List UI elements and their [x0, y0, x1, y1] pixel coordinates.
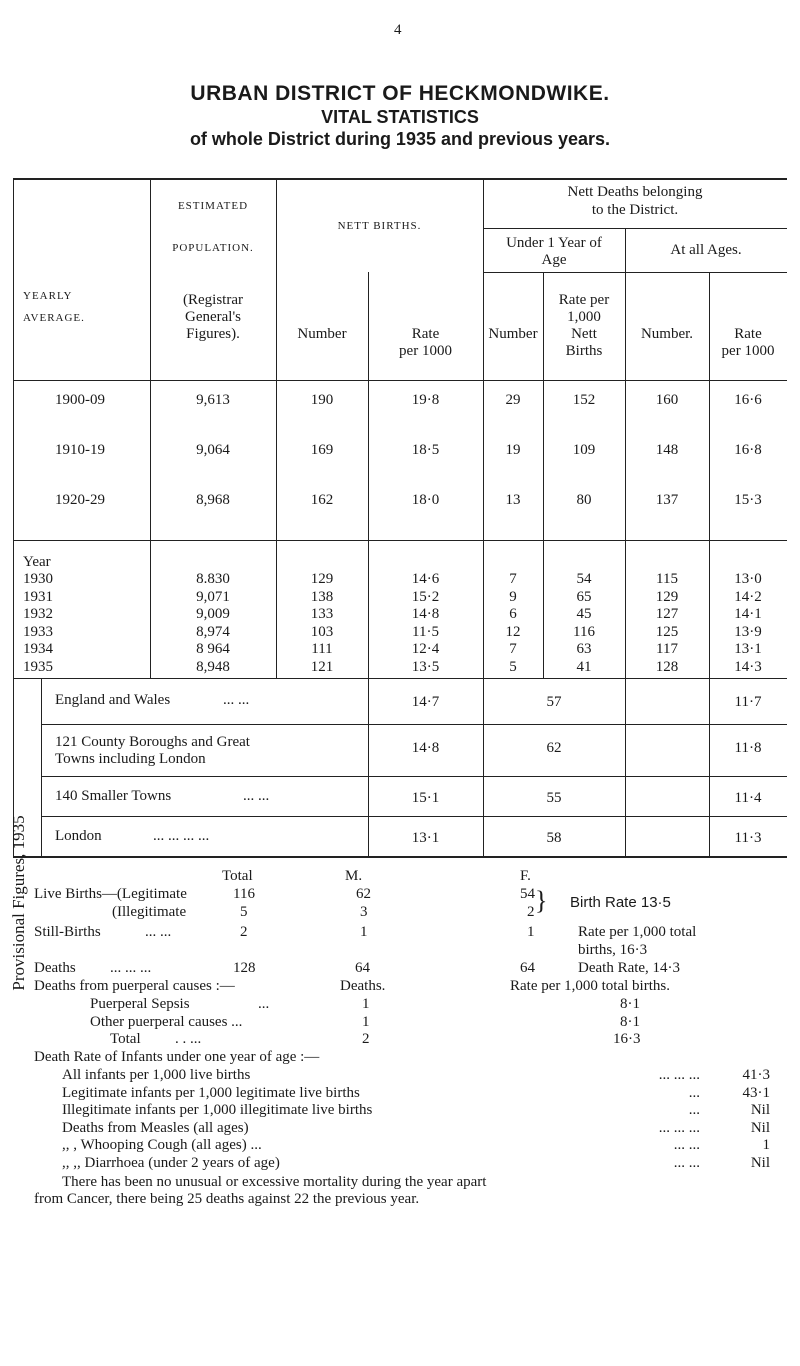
decade-period: 1910-19: [55, 442, 105, 458]
provisional-figures-label: Provisional Figures, 1935: [9, 815, 28, 991]
comparison-label: 140 Smaller Towns: [55, 788, 172, 804]
rule-under-nett-deaths: [483, 228, 787, 229]
comparison-dots: ... ...: [223, 692, 250, 708]
comparison-death-rate: 11·7: [734, 694, 762, 710]
header-all-per-1000: per 1000: [721, 343, 775, 359]
year-birth_rate: 14·6: [411, 571, 440, 587]
d-f: 64: [520, 960, 535, 976]
rule-under-age-groups: [483, 272, 787, 273]
header-all-ages: At all Ages.: [670, 242, 742, 258]
year-deaths: 128: [655, 658, 679, 675]
sepsis-r: 8·1: [620, 996, 640, 1012]
year-pop: 8.830: [196, 571, 230, 587]
total-r: 16·3: [613, 1031, 641, 1047]
comparison-label-2: Towns including London: [55, 751, 206, 767]
decade-birth_rate: 18·5: [411, 442, 440, 458]
year-pop: 9,071: [196, 588, 230, 605]
decade-deaths: 148: [655, 442, 679, 458]
infant-row-value: 41·3: [742, 1067, 770, 1083]
comparison-birth-rate: 15·1: [411, 790, 440, 806]
year-inf_deaths: 5: [509, 658, 517, 675]
year-inf_deaths: 9: [509, 588, 517, 605]
sepsis-n: 1: [362, 996, 370, 1012]
header-nett-deaths-2: to the District.: [591, 202, 679, 218]
header-estimated: ESTIMATED: [177, 200, 249, 212]
year-inf_deaths: 7: [509, 571, 517, 587]
infant-row-dots: ... ... ...: [658, 1119, 700, 1136]
year-births: 121: [310, 658, 334, 675]
year-period: 1933: [23, 623, 53, 640]
birth-rate-note: Birth Rate 13·5: [570, 894, 671, 911]
decade-pop: 8,968: [196, 492, 230, 508]
comparison-label: 121 County Boroughs and Great: [55, 734, 250, 750]
header-population: POPULATION.: [172, 242, 254, 254]
lb-leg-total: 116: [233, 886, 255, 902]
deaths-dots: ... ... ...: [110, 960, 152, 976]
comparison-label: London: [55, 828, 102, 844]
year-pop: 8 964: [196, 641, 230, 657]
rule-under-headers: [13, 380, 787, 381]
infant-row-label: Legitimate infants per 1,000 legitimate live births: [62, 1084, 360, 1101]
subtitle: of whole District during 1935 and previous years.: [189, 129, 611, 149]
comparison-birth-rate: 13·1: [411, 830, 440, 846]
year-period: 1930: [23, 571, 53, 587]
year-death_rate: 14·1: [734, 606, 762, 622]
year-birth_rate: 12·4: [411, 641, 440, 657]
year-pop: 8,974: [196, 623, 230, 640]
year-pop: 8,948: [196, 658, 230, 675]
lb-ill-m: 3: [360, 904, 368, 920]
header-births-rate: Rate: [411, 326, 440, 342]
decade-births: 162: [310, 492, 334, 508]
header-figures: Figures).: [186, 326, 240, 342]
header-all-rate: Rate: [734, 326, 762, 342]
year-death_rate: 13·0: [734, 571, 762, 587]
comparison-death-rate: 11·4: [734, 790, 762, 806]
decade-births: 169: [310, 442, 334, 458]
infant-row-dots: ... ...: [673, 1137, 700, 1153]
other-label: Other puerperal causes ...: [90, 1014, 243, 1030]
infant-row-value: Nil: [750, 1102, 770, 1118]
year-births: 138: [310, 588, 334, 605]
decade-birth_rate: 19·8: [411, 392, 440, 408]
other-n: 1: [362, 1014, 370, 1030]
deaths-label: Deaths: [34, 960, 76, 976]
sb-f: 1: [527, 924, 535, 940]
year-inf_rate: 63: [576, 641, 592, 657]
header-average: AVERAGE.: [23, 312, 85, 324]
rule-row-2: [41, 776, 787, 777]
table-top-rule: [13, 178, 787, 180]
header-generals: General's: [184, 309, 241, 325]
final-note-1: There has been no unusual or excessive mortality during the year apart: [62, 1174, 487, 1190]
decade-birth_rate: 18·0: [411, 492, 440, 508]
decade-inf_rate: 109: [572, 442, 596, 458]
comparison-label: England and Wales: [55, 692, 171, 708]
side-label-rule: [41, 678, 42, 858]
header-infant-number: Number: [488, 326, 538, 342]
year-births: 133: [310, 606, 334, 622]
header-nett-deaths-1: Nett Deaths belonging: [567, 184, 703, 200]
header-all-number: Number.: [640, 326, 694, 342]
year-period: 1935: [23, 658, 53, 675]
year-deaths: 127: [655, 606, 679, 622]
year-death_rate: 13·9: [734, 623, 762, 640]
header-infant-nett: Nett: [571, 326, 597, 342]
year-period: 1932: [23, 606, 53, 622]
infant-row-dots: ... ... ...: [658, 1067, 700, 1083]
comparison-infant-rate: 57: [546, 694, 562, 710]
decade-pop: 9,064: [196, 442, 230, 458]
decade-inf_deaths: 13: [505, 492, 521, 508]
notes-col-f: F.: [520, 868, 531, 884]
puerperal-label: Deaths from puerperal causes :—: [34, 978, 235, 994]
notes-col-m: M.: [345, 868, 363, 884]
decade-inf_deaths: 19: [505, 442, 521, 458]
header-births-number: Number: [297, 326, 347, 342]
decade-inf_deaths: 29: [505, 392, 521, 408]
sepsis-dots: ...: [258, 996, 270, 1012]
header-registrar: (Registrar: [183, 292, 243, 308]
table-bottom-rule: [13, 856, 787, 858]
header-infant-rate-per: Rate per: [558, 292, 610, 308]
illegitimate-label: (Illegitimate: [112, 904, 187, 920]
decade-death_rate: 16·6: [734, 392, 762, 408]
year-death_rate: 13·1: [734, 641, 762, 657]
comparison-birth-rate: 14·7: [411, 694, 440, 710]
decade-inf_rate: 152: [572, 392, 596, 408]
lb-leg-f: 54: [520, 886, 535, 902]
decade-inf_rate: 80: [576, 492, 592, 508]
puerperal-col: Deaths.: [340, 978, 386, 994]
year-death_rate: 14·2: [734, 588, 762, 605]
rule-under-decades: [13, 540, 787, 541]
infant-row-value: 43·1: [742, 1084, 770, 1101]
year-inf_rate: 116: [573, 623, 595, 640]
year-inf_deaths: 12: [505, 623, 521, 640]
year-inf_rate: 41: [576, 658, 592, 675]
total-label: Total: [110, 1031, 141, 1047]
header-yearly: YEARLY: [23, 290, 73, 302]
year-label: Year: [23, 554, 51, 570]
rule-row-1: [41, 724, 787, 725]
year-death_rate: 14·3: [734, 658, 762, 675]
year-birth_rate: 14·8: [411, 606, 440, 622]
year-births: 129: [310, 571, 334, 587]
still-rate-2: births, 16·3: [578, 942, 648, 958]
infant-row-label: Illegitimate infants per 1,000 illegitimate live births: [62, 1102, 373, 1118]
year-inf_rate: 45: [576, 606, 592, 622]
live-births-label: Live Births—(Legitimate: [34, 886, 187, 902]
comparison-birth-rate: 14·8: [411, 740, 440, 756]
year-deaths: 129: [655, 588, 679, 605]
header-nett-births: NETT BIRTHS.: [337, 220, 422, 232]
year-births: 103: [310, 623, 334, 640]
decade-pop: 9,613: [196, 392, 230, 408]
vital-statistics-title: VITAL STATISTICS: [321, 107, 479, 127]
comparison-infant-rate: 58: [546, 830, 562, 846]
year-birth_rate: 11·5: [412, 623, 439, 640]
year-inf_rate: 65: [576, 588, 592, 605]
total-n: 2: [362, 1031, 370, 1047]
rule-under-years: [13, 678, 787, 679]
total-dots: . . ...: [175, 1031, 202, 1047]
year-inf_deaths: 7: [509, 641, 517, 657]
d-m: 64: [355, 960, 370, 976]
infant-row-value: Nil: [750, 1119, 770, 1136]
decade-death_rate: 15·3: [734, 492, 762, 508]
table-left-rule: [13, 178, 14, 858]
d-total: 128: [233, 960, 256, 976]
infant-row-label: Deaths from Measles (all ages): [62, 1119, 249, 1136]
final-note-2: from Cancer, there being 25 deaths against 22 the previous year.: [34, 1191, 420, 1207]
puerperal-rate-header: Rate per 1,000 total births.: [510, 978, 670, 994]
comparison-dots: ... ... ... ...: [153, 828, 210, 844]
other-r: 8·1: [620, 1014, 640, 1030]
lb-leg-m: 62: [356, 886, 371, 902]
infant-row-dots: ...: [688, 1102, 700, 1118]
infant-header: Death Rate of Infants under one year of age :—: [34, 1049, 320, 1065]
header-infant-births: Births: [565, 343, 603, 359]
rule-row-3: [41, 816, 787, 817]
year-deaths: 117: [656, 641, 678, 657]
header-age: Age: [541, 252, 567, 268]
col-rule-6: [625, 228, 626, 858]
notes-col-total: Total: [222, 868, 253, 884]
year-deaths: 115: [656, 571, 678, 587]
header-infant-1000: 1,000: [567, 309, 601, 325]
sepsis-label: Puerperal Sepsis: [90, 996, 190, 1012]
comparison-death-rate: 11·3: [734, 830, 762, 846]
lb-ill-f: 2: [527, 904, 535, 920]
sb-m: 1: [360, 924, 368, 940]
decade-period: 1920-29: [55, 492, 105, 508]
decade-deaths: 137: [655, 492, 679, 508]
decade-deaths: 160: [655, 392, 679, 408]
year-births: 111: [311, 641, 333, 657]
year-deaths: 125: [655, 623, 679, 640]
infant-row-dots: ...: [688, 1084, 700, 1101]
comparison-dots: ... ...: [243, 788, 270, 804]
comparison-infant-rate: 55: [546, 790, 562, 806]
header-under-1-year: Under 1 Year of: [506, 235, 602, 251]
year-birth_rate: 13·5: [411, 658, 440, 675]
year-period: 1934: [23, 641, 53, 657]
header-births-per-1000: per 1000: [399, 343, 452, 359]
district-title: URBAN DISTRICT OF HECKMONDWIKE.: [190, 82, 610, 105]
still-births-label: Still-Births: [34, 924, 101, 940]
decade-death_rate: 16·8: [734, 442, 762, 458]
year-pop: 9,009: [196, 606, 230, 622]
page-number: 4: [394, 22, 402, 38]
infant-row-label: ,, , Whooping Cough (all ages) ...: [62, 1137, 262, 1153]
decade-births: 190: [310, 392, 334, 408]
sb-total: 2: [240, 924, 248, 940]
infant-row-value: Nil: [750, 1154, 770, 1171]
infant-row-label: ,, ,, Diarrhoea (under 2 years of age): [62, 1154, 280, 1171]
year-period: 1931: [23, 588, 53, 605]
year-birth_rate: 15·2: [411, 588, 440, 605]
still-rate-1: Rate per 1,000 total: [578, 924, 697, 940]
death-rate-note: Death Rate, 14·3: [578, 960, 681, 976]
comparison-infant-rate: 62: [546, 740, 562, 756]
brace: }: [535, 886, 548, 915]
infant-row-dots: ... ...: [673, 1154, 700, 1171]
still-births-dots: ... ...: [145, 924, 172, 940]
year-inf_rate: 54: [576, 571, 592, 587]
comparison-death-rate: 11·8: [734, 740, 762, 756]
year-inf_deaths: 6: [509, 606, 517, 622]
decade-period: 1900-09: [55, 392, 105, 408]
infant-row-label: All infants per 1,000 live births: [62, 1067, 251, 1083]
lb-ill-total: 5: [240, 904, 248, 920]
infant-row-value: 1: [762, 1137, 770, 1153]
